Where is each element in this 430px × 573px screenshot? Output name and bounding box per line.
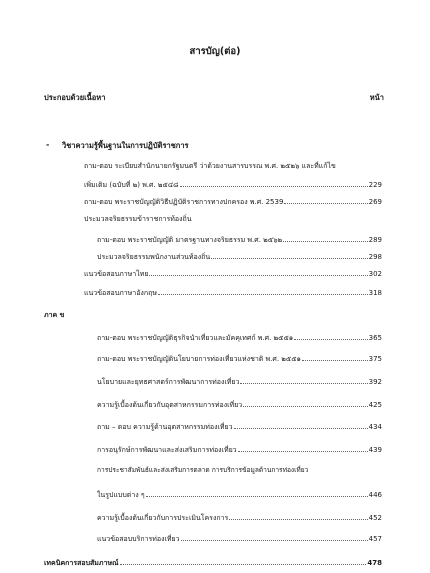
toc-entry-page: 302 [368,270,382,278]
toc-entry [97,511,382,523]
dot-leader [294,339,367,340]
dot-leader [240,383,367,384]
toc-entry-text: เทคนิคการสอบสัมภาษณ์ [44,559,119,567]
toc-entry [97,443,382,455]
dot-leader [146,496,368,497]
toc-entry-page: 289 [368,236,382,244]
dot-leader [238,451,368,452]
toc-entry-text: นโยบายและยุทธศาสตร์การพัฒนาการท่องเที่ยว [97,378,240,386]
toc-entry-text: ถาม-ตอบ พระราชบัญญัติวิธีปฏิบัติราชการทางปกครอง พ.ศ. 2539 [84,198,284,206]
toc-entry [97,375,382,387]
dot-leader [180,186,368,187]
toc-entry-page: 318 [368,289,382,297]
dot-leader [302,360,368,361]
dot-leader [158,294,368,295]
toc-entry-text: แนวข้อสอบบริการท่องเที่ยว [97,535,180,543]
toc-entry: ถาม-ตอบ ระเบียบสำนักนายกรัฐมนตรี ว่าด้วยงานสารบรรณ พ.ศ. ๒๕๒๖ และที่แก้ไข [84,162,336,170]
toc-entry-text: ถาม-ตอบ พระราชบัญญัติธุรกิจนำเที่ยวและมัคคุเทศก์ พ.ศ. ๒๕๕๑ [97,334,294,342]
toc-entry-text: ความรู้เบื้องต้นเกี่ยวกับอุตสาหกรรมการท่องเที่ยว [97,401,243,409]
toc-entry-text: ถาม-ตอบ พระราชบัญญัตินโยบายการท่องเที่ยวแห่งชาติ พ.ศ. ๒๕๕๑ [97,355,301,363]
toc-entry [97,488,382,500]
toc-entry-page: 478 [367,559,382,567]
dot-leader [284,203,367,204]
toc-entry-text: แนวข้อสอบภาษาอังกฤษ [84,289,157,297]
dot-leader [283,241,367,242]
toc-entry-page: 269 [368,198,382,206]
section-heading-basic-knowledge: วิชาความรู้พื้นฐานในการปฏิบัติราชการ [62,141,189,150]
toc-entry [97,250,382,262]
toc-entry-interview-techniques [44,556,382,568]
dot-leader [120,564,367,565]
section-bullet: - [46,140,50,149]
toc-entry-text: ในรูปแบบต่าง ๆ [97,491,145,499]
toc-entry-page: 365 [368,334,382,342]
toc-entry-page: 434 [368,423,382,431]
toc-entry [84,178,382,190]
toc-entry-page: 229 [368,181,382,189]
dot-leader [243,406,367,407]
toc-entry-page: 425 [368,401,382,409]
toc-entry [97,233,382,245]
toc-entry [84,286,382,298]
section-heading-part-b: ภาค ข [44,311,65,319]
toc-entry-text: การอนุรักษ์การพัฒนาและส่งเสริมการท่องเที่ยว [97,446,237,454]
dot-leader [149,275,367,276]
toc-entry-text: ถาม – ตอบ ความรู้ด้านอุตสาหกรรมท่องเที่ยว [97,423,233,431]
toc-entry-page: 375 [368,355,382,363]
toc-entry-page: 392 [368,378,382,386]
toc-entry-text: เพิ่มเติม (ฉบับที่ ๒) พ.ศ. ๒๕๔๘ [84,181,179,189]
toc-entry [97,352,382,364]
page-title: สารบัญ(ต่อ) [189,46,241,57]
toc-entry [97,398,382,410]
toc-entry-text: ถาม-ตอบ พระราชบัญญัติ มาตรฐานทางจริยธรรม พ.ศ. ๒๕๖๒ [97,236,283,244]
toc-entry [84,195,382,207]
toc-entry-page: 298 [368,253,382,261]
toc-entry-text: ความรู้เบื้องต้นเกี่ยวกับการประเมินโครงการ [97,514,229,522]
toc-entry [97,420,382,432]
toc-entry [97,331,382,343]
toc-entry [97,532,382,544]
toc-entry-text: ประมวลจริยธรรมพนักงานส่วนท้องถิ่น [97,253,211,261]
content-column-header: ประกอบด้วยเนื้อหา [44,93,106,102]
toc-entry-text: แนวข้อสอบภาษาไทย [84,270,149,278]
dot-leader [229,519,367,520]
toc-entry-page: 457 [368,535,382,543]
dot-leader [181,540,368,541]
toc-entry: การประชาสัมพันธ์และส่งเสริมการตลาด การบริการข้อมูลด้านการท่องเที่ยว [97,466,309,474]
dot-leader [234,428,368,429]
toc-entry: ประมวลจริยธรรมข้าราชการท้องถิ่น [84,215,192,223]
page-column-header: หน้า [369,93,384,102]
toc-entry-page: 439 [368,446,382,454]
toc-entry-page: 446 [368,491,382,499]
toc-entry-page: 452 [368,514,382,522]
dot-leader [211,258,367,259]
toc-entry [84,267,382,279]
